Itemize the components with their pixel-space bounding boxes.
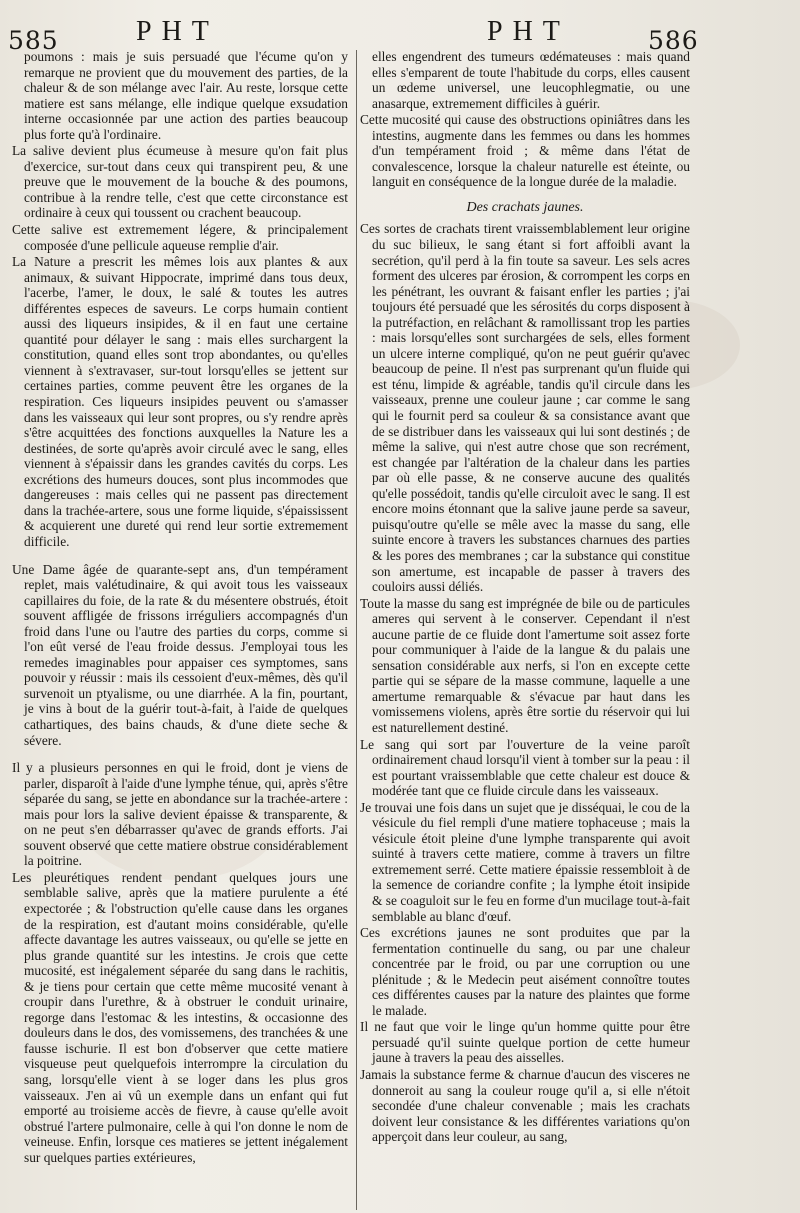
- right-column: [360, 49, 690, 1207]
- paragraph: Toute la masse du sang est imprégnée de bile ou de particules ameres qui servent à le conserver. Cependant il n'est aucune partie de ce fluide dont l'amertume soit assez forte pour communiquer à l'aide de la langue & du palais une sensation considérable aux nerfs, si l'on en excepte cette partie qui se sépare de la masse commune, laquelle a une amertume remarquable & s'évacue par haut dans les vomissemens violens, après être sortie du réservoir qui lui est naturellement destiné.: [360, 595, 690, 735]
- paragraph: Ces sortes de crachats tirent vraissemblablement leur origine du suc bilieux, le sang étant si fort affoibli avant la secrétion, qu'il perd à la fin toute sa saveur. Les sels acres forment des ulceres par érosion, & corrompent les corps en les pénétrant, les ouvrant & faisant enfler les parties ; j'ai toujours été persuadé que les sérosités du corps disposent à la putréfaction, en relâchant & ramollissant trop les parties : mais lorsqu'elles sont surchargées de sels, elles forment un ulcere interne compliqué, qu'on ne peut guérir qu'avec beaucoup de peine. Il n'est pas surprenant qu'un fluide qui est ténu, limpide & agréable, tandis qu'il circule dans les vaisseaux, prenne une couleur jaune ; car comme le sang qui le fournit perd sa couleur & sa consistance avant que de se distribuer dans les vaisseaux qui lui sont destinés ; de même la salive, qui n'est autre chose que son recrément, est changée par l'altération de la chaleur dans les parties par où elle passe, & ne conserve aucune des qualités qu'elle possédoit, tandis qu'elle circuloit avec le sang. Il est encore moins étonnant que la salive jaune perde sa saveur, puisqu'outre qu'elle se mêle avec la masse du sang, elle suinte encore à travers les substances charnues des parties & les pores des membranes ; car la substance qui constitue son amertume, est incapable de passer à travers des couloirs aussi déliés.: [360, 221, 690, 595]
- column-divider: [356, 50, 357, 1210]
- paragraph: Une Dame âgée de quarante-sept ans, d'un tempérament replet, mais valétudinaire, & qui avoit tous les vaisseaux capillaires du foie, de la rate & du mésentere obstrués, étoit souvent affligée de frissons irréguliers accompagnés d'un froid dans l'une ou l'autre des parties du corps, comme si l'on eût versé de l'eau froide dessus. J'employai tous les remedes imaginables pour appaiser ces symptomes, sans pouvoir y réussir : mais ils cessoient d'eux-mêmes, dès qu'il survenoit un ptyalisme, ou une diarrhée. A la fin, pourtant, je vins à bout de la guérir tout-à-fait, à l'aide de quelques cathartiques, des bains chauds, & d'une diete seche & sévere.: [12, 561, 348, 748]
- paragraph: Il y a plusieurs personnes en qui le froid, dont je viens de parler, disparoît à l'aide d'une lymphe ténue, qui, après s'être séparée du sang, se jette en abondance sur la trachée-artere : mais pour lors la salive devient épaisse & transparente, & on ne peut s'en débarrasser qu'avec de grands efforts. J'ai souvent observé que cette matiere obstrue considérablement la poitrine.: [12, 760, 348, 869]
- paragraph: poumons : mais je suis persuadé que l'écume qu'on y remarque ne provient que du mouvement des parties, de la chaleur & de son mélange avec l'air. Au reste, lorsque cette matiere est sans mélange, elle indique quelque exsudation interne occasionnée par une action des parties beaucoup plus forte qu'à l'ordinaire.: [24, 49, 348, 142]
- paragraph: Je trouvai une fois dans un sujet que je disséquai, le cou de la vésicule du fiel rempli d'une matiere tophaceuse ; mais la vésicule étoit pleine d'une lymphe transparente qui avoit suinté à travers cette matiere, comme à travers un filtre extremement serré. Cette matiere épaissie ressembloit à de la semence de coriandre confite ; la lymphe étoit insipide & se coaguloit sur le feu en forme d'un mucilage tout-à-fait semblable au blanc d'œuf.: [360, 799, 690, 924]
- left-column: [12, 49, 348, 1207]
- left-page-number: 585: [8, 26, 59, 55]
- paragraph: Cette salive est extremement légere, & principalement composée d'une pellicule aqueuse remplie d'air.: [12, 222, 348, 253]
- paragraph: La salive devient plus écumeuse à mesure qu'on fait plus d'exercice, sur-tout dans ceux qui transpirent peu, & une preuve que le mouvement de la bouche & des poumons, contribue à la rendre telle, c'est que cette circonstance est ordinaire à ceux qui toussent ou crachent beaucoup.: [12, 143, 348, 221]
- paragraph: Jamais la substance ferme & charnue d'aucun des visceres ne donneroit au sang la couleur rouge qu'il a, si elle n'étoit secondée d'une chaleur convenable ; mais les crachats doivent leur consistance & les différentes variations qu'on apperçoit dans leur couleur, au sang,: [360, 1067, 690, 1145]
- paragraph: La Nature a prescrit les mêmes lois aux plantes & aux animaux, & suivant Hippocrate, imprimé dans tous deux, l'acerbe, l'amer, le doux, le salé & toutes les autres différentes especes de saveurs. Le corps humain contient aussi des liqueurs insipides, & il en faut une certaine quantité pour délayer le sang : mais elles surchargent la constitution, quand elles sont trop abondantes, ou qu'elles viennent à s'extravaser, sur-tout lorsqu'elles se jettent sur certaines parties, comme peuvent être les organes de la respiration. Ces liqueurs insipides peuvent ou s'amasser dans les vaisseaux qui leur sont propres, ou s'y rendre après s'être acquittées des fonctions auxquelles la Nature les a destinées, de sorte qu'après avoir circulé avec le sang, elles viennent à s'épaissir dans les grandes cavités du corps. Les excrétions des humeurs douces, sont plus incommodes que dangereuses : mais celles qui ne passent pas directement dans la trachée-artere, sous une forme liquide, s'épaississent & acquierent une dureté qui rend leur sortie extremement difficile.: [12, 254, 348, 549]
- paragraph: Ces excrétions jaunes ne sont produites que par la fermentation continuelle du sang, ou par une chaleur concentrée par le froid, ou par une corruption ou une plénitude ; & le Medecin peut aisément connoître toutes ces différentes causes par la nature des plaintes que forme le malade.: [360, 925, 690, 1018]
- right-running-head: PHT: [487, 16, 570, 47]
- paragraph: Cette mucosité qui cause des obstructions opiniâtres dans les intestins, augmente dans les femmes ou dans les hommes d'un tempérament froid ; & même dans l'état de convalescence, lorsque la chaleur naturelle est éteinte, ou languit en conséquence de la longue durée de la maladie.: [360, 112, 690, 190]
- paragraph: elles engendrent des tumeurs œdémateuses : mais quand elles s'emparent de toute l'habitude du corps, elles causent un œdeme universel, une leucophlegmatie, ou une anasarque, extremement difficiles à guérir.: [372, 49, 690, 111]
- right-page-number: 586: [648, 26, 699, 55]
- left-running-head: PHT: [136, 16, 219, 47]
- section-title: Des crachats jaunes.: [466, 199, 584, 215]
- paragraph: Le sang qui sort par l'ouverture de la veine paroît ordinairement chaud lorsqu'il vient à tomber sur la peau : il est pourtant vraissemblable que cette chaleur est douce & modérée tant que ce fluide circule dans les vaisseaux.: [360, 736, 690, 799]
- paragraph: Il ne faut que voir le linge qu'un homme quitte pour être persuadé qu'il suinte quelque portion de cette humeur jaune à travers la peau des aisselles.: [360, 1019, 690, 1066]
- paragraph: Les pleurétiques rendent pendant quelques jours une semblable salive, après que la matiere purulente a été expectorée ; & l'obstruction qu'elle cause dans les organes de la respiration, est d'autant moins considérable, qu'elle affecte davantage les autres vaisseaux, ou qu'elle se jette en plus grande quantité sur les intestins. Je crois que cette mucosité, est inégalement séparée du sang dans le rachitis, & je tiens pour certain que cette même mucosité venant à croupir dans l'urethre, & à obstruer le conduit urinaire, regorge dans l'estomac & les intestins, & occasionne des douleurs dans le dos, des vomissemens, des tranchées & une fausse ischurie. Il est bon d'observer que cette matiere visqueuse peut quelquefois interrompre la circulation du sang, lorsqu'elle vient à se loger dans les plus gros vaisseaux. J'en ai vû un exemple dans un enfant qui fut emporté au troisieme accès de fievre, à cause qu'elle avoit obstrué l'artere pulmonaire, celle à qui l'on donne le nom de veineuse. Enfin, lorsque ces matieres se jettent inégalement sur quelques parties extérieures,: [12, 869, 348, 1165]
